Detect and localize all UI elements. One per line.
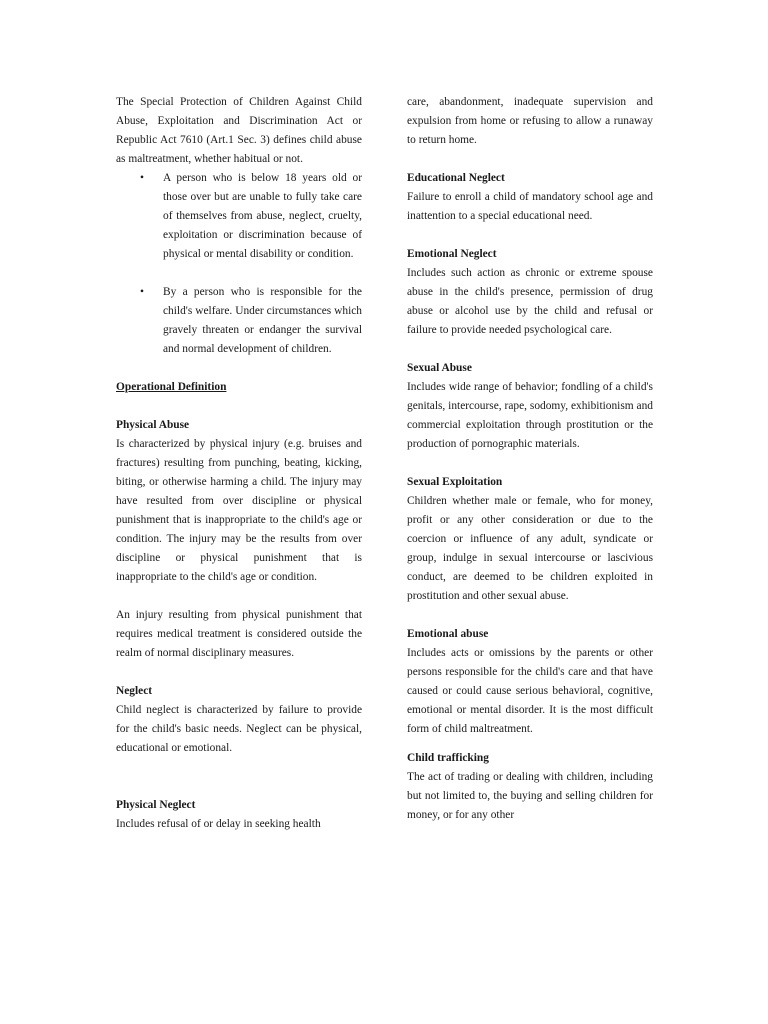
bullet-icon: •	[140, 286, 144, 298]
bullet-text: By a person who is responsible for the child's welfare. Under circumstances which gravely threaten or endanger the survival and normal development of children.	[163, 286, 362, 355]
neglect-heading: Neglect	[116, 685, 153, 697]
educational-neglect-text: Failure to enroll a child of mandatory school age and inattention to a special educational need.	[407, 191, 653, 222]
bullet-text: A person who is below 18 years old or those over but are unable to fully take care of themselves from abuse, neglect, cruelty, exploitation or discrimination because of physical or mental disability or condition.	[163, 172, 362, 260]
educational-neglect-heading: Educational Neglect	[407, 172, 505, 184]
sexual-exploitation-heading: Sexual Exploitation	[407, 476, 503, 488]
child-trafficking-heading: Child trafficking	[407, 752, 489, 764]
emotional-neglect-text: Includes such action as chronic or extreme spouse abuse in the child's presence, permission of drug abuse or alcohol use by the child and refusal or failure to provide needed psychological care.	[407, 267, 653, 336]
sexual-abuse-heading: Sexual Abuse	[407, 362, 472, 374]
emotional-abuse-heading: Emotional abuse	[407, 628, 489, 640]
emotional-abuse-text: Includes acts or omissions by the parents or other persons responsible for the child's care and that have caused or could cause serious behavioral, cognitive, emotional or mental disorder. It is the most difficult form of child maltreatment.	[407, 647, 653, 735]
continuation-paragraph: care, abandonment, inadequate supervision and expulsion from home or refusing to allow a runaway to return home.	[407, 96, 653, 146]
sexual-exploitation-text: Children whether male or female, who for money, profit or any other consideration or due to the coercion or influence of any adult, syndicate or group, indulge in sexual intercourse or lascivious conduct, are deemed to be children exploited in prostitution and other sexual abuse.	[407, 495, 653, 602]
physical-neglect-text: Includes refusal of or delay in seeking health	[116, 818, 321, 830]
neglect-text: Child neglect is characterized by failure to provide for the child's basic needs. Neglect can be physical, educational or emotional.	[116, 704, 362, 754]
bullet-icon: •	[140, 172, 144, 184]
spacer	[116, 264, 362, 283]
intro-paragraph: The Special Protection of Children Against Child Abuse, Exploitation and Discrimination Act or Republic Act 7610 (Art.1 Sec. 3) defines child abuse as maltreatment, whether habitual or not.	[116, 96, 362, 165]
bullet-item	[116, 169, 362, 264]
bullet-item	[116, 283, 362, 359]
emotional-neglect-heading: Emotional Neglect	[407, 248, 497, 260]
right-column	[407, 93, 653, 825]
sexual-abuse-text: Includes wide range of behavior; fondling of a child's genitals, intercourse, rape, sodomy, exhibitionism and commercial exploitation through prostitution or the production of pornographic materials.	[407, 381, 653, 450]
child-trafficking-text: The act of trading or dealing with children, including but not limited to, the buying and selling children for money, or for any other	[407, 771, 653, 821]
left-column	[116, 93, 362, 834]
physical-abuse-heading: Physical Abuse	[116, 419, 190, 431]
physical-neglect-heading: Physical Neglect	[116, 799, 196, 811]
physical-abuse-text: Is characterized by physical injury (e.g. bruises and fractures) resulting from punching, beating, kicking, biting, or otherwise harming a child. The injury may have resulted from over discipline or physical punishment that is inappropriate to the child's age or condition. The injury may be the results from over discipline or physical punishment that is inappropriate to the child's age or condition.	[116, 438, 362, 583]
physical-abuse-text-2: An injury resulting from physical punishment that requires medical treatment is considered outside the realm of normal disciplinary measures.	[116, 609, 362, 659]
definition-bullet-list	[116, 169, 362, 359]
operational-definition-heading: Operational Definition	[116, 381, 227, 393]
